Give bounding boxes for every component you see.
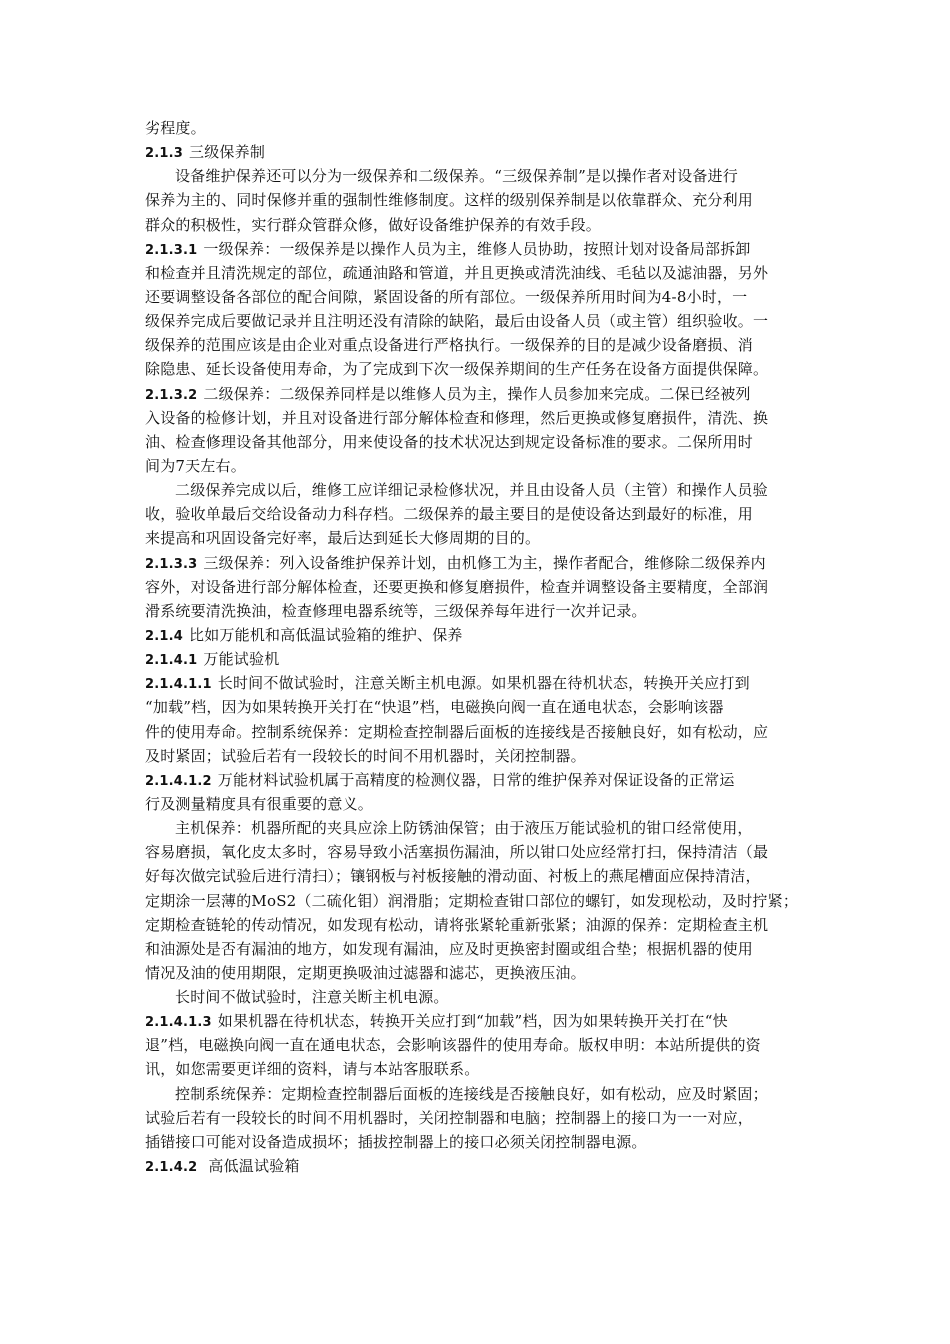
text-line (145, 333, 815, 357)
line-text: 二级保养完成以后，维修工应详细记录检修状况，并且由设备人员（主管）和操作人员验 (175, 481, 768, 500)
line-text: 及时紧固；试验后若有一段较长的时间不用机器时，关闭控制器。 (145, 746, 586, 765)
line-text: 试验后若有一段较长的时间不用机器时，关闭控制器和电脑；控制器上的接口为一一对应， (145, 1108, 754, 1127)
text-line (145, 478, 815, 502)
line-text: 插错接口可能对设备造成损坏；插拔控制器上的接口必须关闭控制器电源。 (145, 1132, 647, 1151)
text-line (145, 864, 815, 888)
text-line (145, 551, 815, 575)
line-text: “加载”档，因为如果转换开关打在“快退”档，电磁换向阀一直在通电状态，会影响该器 (145, 698, 724, 717)
line-text: 级保养完成后要做记录并且注明还没有清除的缺陷，最后由设备人员（或主管）组织验收。一 (145, 312, 769, 331)
line-text: 设备维护保养还可以分为一级保养和二级保养。“三级保养制”是以操作者对设备进行 (175, 167, 738, 186)
text-line (145, 1106, 815, 1130)
text-line (145, 188, 815, 212)
line-text: 和油源处是否有漏油的地方，如发现有漏油，应及时更换密封圈或组合垫；根据机器的使用 (145, 939, 754, 958)
section-number: 2.1.4.1.1 (145, 677, 212, 693)
section-number: 2.1.4.1.3 (145, 1015, 212, 1031)
text-line (145, 382, 815, 406)
line-text: 油、检查修理设备其他部分，用来使设备的技术状况达到规定设备标准的要求。二保所用时 (145, 432, 754, 451)
line-text: 劣程度。 (145, 119, 206, 137)
text-line (145, 575, 815, 599)
text-line (145, 213, 815, 237)
text-line (145, 744, 815, 768)
text-line (145, 406, 815, 430)
document-body (145, 116, 815, 1178)
text-line (145, 285, 815, 309)
line-text: 来提高和巩固设备完好率，最后达到延长大修周期的目的。 (145, 529, 541, 548)
line-text: 容外，对设备进行部分解体检查，还要更换和修复磨损件，检查并调整设备主要精度，全部润 (145, 577, 769, 596)
line-text: 高低温试验箱 (203, 1157, 300, 1176)
line-text: 退”档，电磁换向阀一直在通电状态，会影响该器件的使用寿命。版权申明：本站所提供的资 (145, 1036, 761, 1055)
line-text: 三级保养：列入设备维护保养计划，由机修工为主，操作者配合，维修除二级保养内 (203, 553, 766, 572)
text-line (145, 1130, 815, 1154)
text-line (145, 1057, 815, 1081)
text-line (145, 261, 815, 285)
line-text: 行及测量精度具有很重要的意义。 (145, 794, 374, 813)
line-text: 万能材料试验机属于高精度的检测仪器，日常的维护保养对保证设备的正常运 (217, 770, 735, 789)
text-line (145, 889, 815, 913)
line-text: 控制系统保养：定期检查控制器后面板的连接线是否接触良好，如有松动，应及时紧固； (175, 1084, 768, 1103)
text-line (145, 140, 815, 164)
text-line (145, 961, 815, 985)
line-text: 间为7天左右。 (145, 456, 246, 475)
section-number: 2.1.3.3 (145, 556, 198, 572)
text-line (145, 164, 815, 188)
text-line (145, 599, 815, 623)
line-text: 入设备的检修计划，并且对设备进行部分解体检查和修理，然后更换或修复磨损件，清洗、换 (145, 408, 769, 427)
text-line (145, 430, 815, 454)
section-number: 2.1.4.1.2 (145, 773, 212, 789)
section-number: 2.1.4.1 (145, 653, 198, 669)
line-text: 万能试验机 (203, 650, 280, 669)
line-text: 三级保养制 (189, 143, 266, 162)
section-number: 2.1.4 (145, 628, 184, 644)
section-number: 2.1.3 (145, 146, 184, 162)
line-text: 长时间不做试验时，注意关断主机电源。 (175, 988, 449, 1007)
text-line (145, 526, 815, 550)
section-number: 2.1.3.1 (145, 242, 198, 258)
line-text: 容易磨损，氧化皮太多时，容易导致小活塞损伤漏油，所以钳口处应经常打扫，保持清洁（最 (145, 843, 769, 862)
text-line (145, 623, 815, 647)
text-line (145, 840, 815, 864)
line-text: 比如万能机和高低温试验箱的维护、保养 (189, 625, 463, 644)
line-text: 群众的积极性，实行群众管群众修，做好设备维护保养的有效手段。 (145, 215, 602, 234)
text-line (145, 720, 815, 744)
line-text: 长时间不做试验时，注意关断主机电源。如果机器在待机状态，转换开关应打到 (217, 674, 750, 693)
line-text: 一级保养：一级保养是以操作人员为主，维修人员协助，按照计划对设备局部拆卸 (203, 239, 751, 258)
text-line (145, 671, 815, 695)
text-line (145, 647, 815, 671)
line-text: 好每次做完试验后进行清扫）；镶钢板与衬板接触的滑动面、衬板上的燕尾槽面应保持清洁， (145, 867, 761, 886)
line-text: 讯，如您需要更详细的资料，请与本站客服联系。 (145, 1060, 480, 1079)
line-text: 滑系统要清洗换油，检查修理电器系统等，三级保养每年进行一次并记录。 (145, 601, 647, 620)
line-text: 二级保养：二级保养同样是以维修人员为主，操作人员参加来完成。二保已经被列 (203, 384, 751, 403)
line-text: 主机保养：机器所配的夹具应涂上防锈油保管；由于液压万能试验机的钳口经常使用， (175, 819, 753, 838)
text-line (145, 1009, 815, 1033)
line-text: 还要调整设备各部位的配合间隙，紧固设备的所有部位。一级保养所用时间为4-8小时，一 (145, 287, 748, 306)
text-line (145, 1154, 815, 1178)
line-text: 保养为主的、同时保修并重的强制性维修制度。这样的级别保养制是以依靠群众、充分利用 (145, 191, 754, 210)
text-line (145, 768, 815, 792)
text-line (145, 454, 815, 478)
text-line (145, 937, 815, 961)
line-text: 除隐患、延长设备使用寿命，为了完成到下次一级保养期间的生产任务在设备方面提供保障。 (145, 360, 769, 379)
text-line (145, 357, 815, 381)
section-number: 2.1.4.2 (145, 1160, 198, 1176)
line-text: 定期涂一层薄的MoS2（二硫化钼）润滑脂；定期检查钳口部位的螺钉，如发现松动，及时拧紧； (145, 891, 799, 910)
text-line (145, 816, 815, 840)
text-line (145, 116, 815, 140)
line-text: 情况及油的使用期限，定期更换吸油过滤器和滤芯，更换液压油。 (145, 963, 586, 982)
line-text: 和检查并且清洗规定的部位，疏通油路和管道，并且更换或清洗油线、毛毡以及滤油器，另外 (145, 263, 769, 282)
line-text: 级保养的范围应该是由企业对重点设备进行严格执行。一级保养的目的是减少设备磨损、消 (145, 336, 754, 355)
text-line (145, 913, 815, 937)
line-text: 件的使用寿命。控制系统保养：定期检查控制器后面板的连接线是否接触良好，如有松动，应 (145, 722, 769, 741)
text-line (145, 792, 815, 816)
text-line (145, 1082, 815, 1106)
text-line (145, 695, 815, 719)
section-number: 2.1.3.2 (145, 387, 198, 403)
text-line (145, 985, 815, 1009)
line-text: 收，验收单最后交给设备动力科存档。二级保养的最主要目的是使设备达到最好的标准，用 (145, 505, 754, 524)
line-text: 定期检查链轮的传动情况，如发现有松动，请将张紧轮重新张紧；油源的保养：定期检查主机 (145, 915, 769, 934)
text-line (145, 1033, 815, 1057)
text-line (145, 309, 815, 333)
text-line (145, 502, 815, 526)
line-text: 如果机器在待机状态，转换开关应打到“加载”档，因为如果转换开关打在“快 (217, 1012, 728, 1031)
text-line (145, 237, 815, 261)
